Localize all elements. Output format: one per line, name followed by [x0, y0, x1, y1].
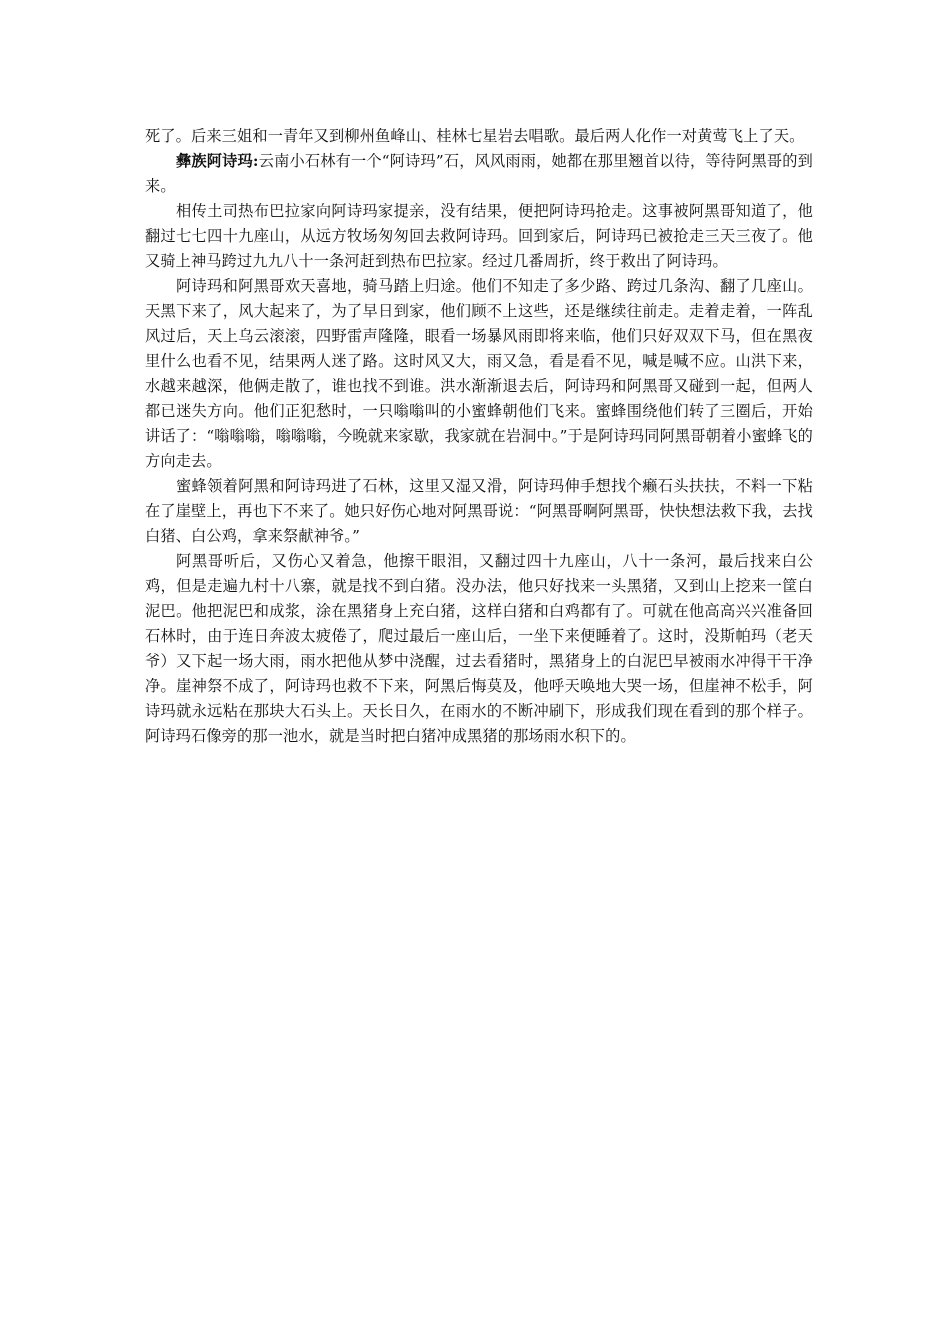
paragraph-5-text: 蜜蜂领着阿黑和阿诗玛进了石林，这里又湿又滑，阿诗玛伸手想找个癞石头扶扶，不料一下粘在了崖壁上，再也下不来了。她只好伤心地对阿黑哥说：“阿黑哥啊阿黑哥，快快想法救下我，去找白猪、白公鸡，拿来祭献神爷。”: [145, 477, 813, 545]
paragraph-1: [145, 124, 813, 149]
paragraph-3: [145, 199, 813, 274]
paragraph-6-text: 阿黑哥听后，又伤心又着急，他擦干眼泪，又翻过四十九座山，八十一条河，最后找来白公鸡，但是走遍九村十八寨，就是找不到白猪。没办法，他只好找来一头黑猪，又到山上挖来一筐白泥巴。他把泥巴和成浆，涂在黑猪身上充白猪，这样白猪和白鸡都有了。可就在他高高兴兴准备回石林时，由于连日奔波太疲倦了，爬过最后一座山后，一坐下来便睡着了。这时，没斯帕玛（老天爷）又下起一场大雨，雨水把他从梦中浇醒，过去看猪时，黑猪身上的白泥巴早被雨水冲得干干净净。崖神祭不成了，阿诗玛也救不下来，阿黑后悔莫及，他呼天唤地大哭一场，但崖神不松手，阿诗玛就永远粘在那块大石头上。天长日久，在雨水的不断冲刷下，形成我们现在看到的那个样子。阿诗玛石像旁的那一池水，就是当时把白猪冲成黑猪的那场雨水积下的。: [145, 552, 813, 745]
paragraph-5: [145, 474, 813, 549]
paragraph-2-heading: 彝族阿诗玛:: [176, 152, 259, 170]
paragraph-4-text: 阿诗玛和阿黑哥欢天喜地，骑马踏上归途。他们不知走了多少路、跨过几条沟、翻了几座山。天黑下来了，风大起来了，为了早日到家，他们顾不上这些，还是继续往前走。走着走着，一阵乱风过后，天上乌云滚滚，四野雷声隆隆，眼看一场暴风雨即将来临，他们只好双双下马，但在黑夜里什么也看不见，结果两人迷了路。这时风又大，雨又急，看是看不见，喊是喊不应。山洪下来，水越来越深，他俩走散了，谁也找不到谁。洪水渐渐退去后，阿诗玛和阿黑哥又碰到一起，但两人都已迷失方向。他们正犯愁时，一只嗡嗡叫的小蜜蜂朝他们飞来。蜜蜂围绕他们转了三圈后，开始讲话了：“嗡嗡嗡，嗡嗡嗡，今晚就来家歇，我家就在岩洞中。”于是阿诗玛同阿黑哥朝着小蜜蜂飞的方向走去。: [145, 277, 813, 470]
paragraph-1-text: 死了。后来三姐和一青年又到柳州鱼峰山、桂林七星岩去唱歌。最后两人化作一对黄莺飞上了天。: [145, 127, 805, 145]
paragraph-4: [145, 274, 813, 474]
paragraph-6: [145, 549, 813, 749]
paragraph-2: [145, 149, 813, 199]
paragraph-3-text: 相传土司热布巴拉家向阿诗玛家提亲，没有结果，便把阿诗玛抢走。这事被阿黑哥知道了，他翻过七七四十九座山，从远方牧场匆匆回去救阿诗玛。回到家后，阿诗玛已被抢走三天三夜了。他又骑上神马跨过九九八十一条河赶到热布巴拉家。经过几番周折，终于救出了阿诗玛。: [145, 202, 813, 270]
paragraph-2-text: 云南小石林有一个“阿诗玛”石，风风雨雨，她都在那里翘首以待，等待阿黑哥的到来。: [145, 152, 813, 195]
document-page: [145, 124, 813, 749]
